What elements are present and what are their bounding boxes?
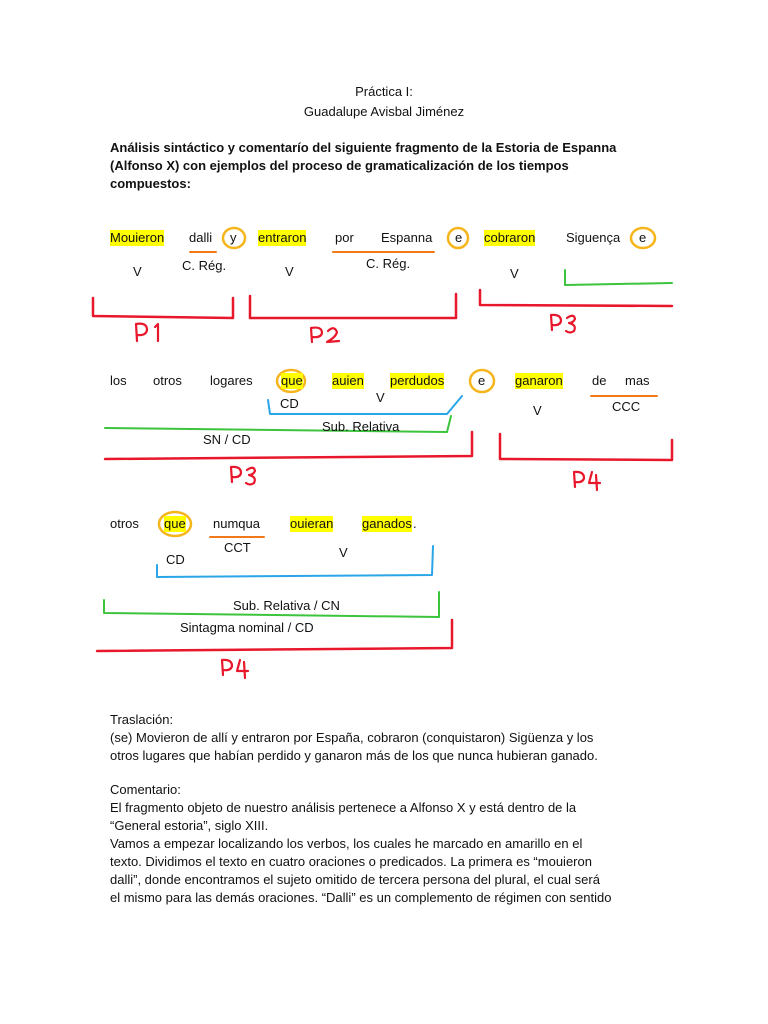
label-sub-relativa-cn: Sub. Relativa / CN [233,598,340,613]
label-creg-2: C. Rég. [366,256,411,271]
label-p3-b [231,467,255,485]
word-otros-2: otros [110,516,139,531]
label-p2 [311,328,339,342]
label-p4-a [574,472,600,490]
word-mouieron: Mouieron [110,230,165,245]
heading-line-1: Análisis sintáctico y comentarío del siguiente fragmento de la Estoria de Espanna [110,140,617,155]
bracket-p2 [250,294,456,318]
word-ouieran: ouieran [290,516,334,531]
label-cd-2: CD [166,552,185,567]
word-espanna: Espanna [381,230,433,245]
label-v-2: V [285,264,294,279]
traslacion-title: Traslación: [110,712,174,727]
label-cd-1: CD [280,396,299,411]
label-ccc: CCC [612,399,641,414]
word-mas: mas [625,373,650,388]
word-e-3: e [478,373,486,388]
word-e-2: e [639,230,647,245]
comentario-line-1: El fragmento objeto de nuestro análisis pertenece a Alfonso X y está dentro de la [110,800,577,815]
word-logares: logares [210,373,253,388]
word-entraron: entraron [258,230,307,245]
label-v-4: V [376,390,385,405]
word-y: y [230,230,237,245]
green-line-1 [565,270,672,285]
comentario-line-3: Vamos a empezar localizando los verbos, los cuales he marcado en amarillo en el [110,836,583,851]
label-p3-a [551,315,575,333]
heading-line-3: compuestos: [110,176,191,191]
label-v-1: V [133,264,142,279]
word-numqua: numqua [213,516,260,531]
label-cct: CCT [224,540,251,555]
traslacion-line-1: (se) Movieron de allí y entraron por España, cobraron (conquistaron) Sigüenza y los [110,730,594,745]
comentario-line-2: “General estoria”, siglo XIII. [110,818,269,833]
word-por: por [335,230,354,245]
bracket-p3-top [480,290,672,306]
word-e-1: e [455,230,463,245]
word-perdudos: perdudos [390,373,445,388]
page-title: Práctica I: [355,84,413,99]
word-auien: auien [332,373,364,388]
label-v-3: V [510,266,519,281]
word-los: los [110,373,127,388]
word-cobraron: cobraron [484,230,536,245]
word-dalli: dalli [189,230,213,245]
traslacion-line-2: otros lugares que habían perdido y ganaron más de los que nunca hubieran ganado. [110,748,598,763]
author-name: Guadalupe Avisbal Jiménez [303,104,465,119]
label-creg-1: C. Rég. [182,258,227,273]
word-de: de [592,373,607,388]
label-sn-cd: SN / CD [203,432,251,447]
word-period: . [413,516,417,531]
label-p4-b [222,660,248,678]
comentario-line-6: el mismo para las demás oraciones. “Dalli” es un complemento de régimen con sentido [110,890,612,905]
bracket-p1 [93,298,233,318]
word-que: que [281,373,303,388]
word-ganaron: ganaron [515,373,563,388]
comentario-line-5: dalli”, donde encontramos el sujeto omitido de tercera persona del plural, el cual será [110,872,600,887]
label-sub-relativa: Sub. Relativa [322,419,400,434]
word-que-2: que [164,516,186,531]
blue-bracket-2 [157,546,433,577]
bracket-p3 [105,432,472,459]
word-siguenca: Siguença [566,230,621,245]
word-otros: otros [153,373,182,388]
word-ganados: ganados [362,516,412,531]
heading-line-2: (Alfonso X) con ejemplos del proceso de gramaticalización de los tiempos [110,158,569,173]
comentario-title: Comentario: [110,782,181,797]
bracket-p4 [500,434,672,460]
label-v-6: V [339,545,348,560]
comentario-line-4: texto. Dividimos el texto en cuatro oraciones o predicados. La primera es “mouieron [110,854,592,869]
label-p1 [136,324,158,341]
label-v-5: V [533,403,542,418]
label-sintagma-nominal: Sintagma nominal / CD [180,620,314,635]
